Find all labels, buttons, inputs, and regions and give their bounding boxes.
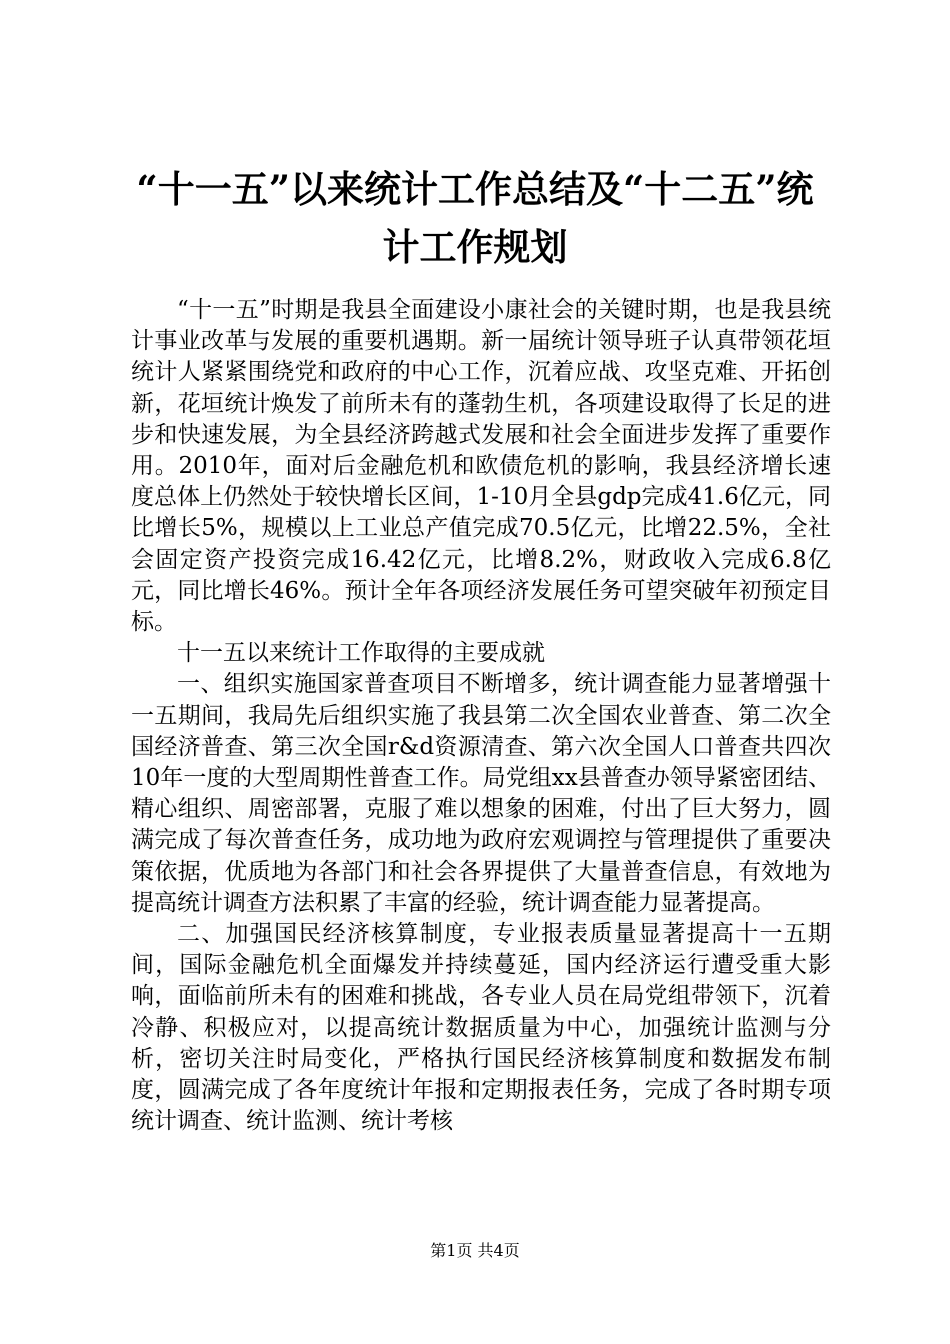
paragraph-census: 一、组织实施国家普查项目不断增多，统计调查能力显著增强十一五期间，我局先后组织实施了我县第二次全国农业普查、第二次全国经济普查、第三次全国r&d资源清查、第六次全国人口普查共四次10年一度的大型周期性普查工作。局党组xx县普查办领导紧密团结、精心组织、周密部署，克服了难以想象的困难，付出了巨大努力，圆满完成了每次普查任务，成功地为政府宏观调控与管理提供了重要决策依据，优质地为各部门和社会各界提供了大量普查信息，有效地为提高统计调查方法积累了丰富的经验，统计调查能力显著提高。	[131, 671, 831, 916]
document-body	[131, 295, 831, 1137]
page-footer	[0, 1241, 950, 1261]
document-title-line-2: 计工作规划	[382, 225, 568, 269]
paragraph-accounting: 二、加强国民经济核算制度，专业报表质量显著提高十一五期间，国际金融危机全面爆发并持续蔓延，国内经济运行遭受重大影响，面临前所未有的困难和挑战，各专业人员在局党组带领下，沉着冷静、积极应对，以提高统计数据质量为中心，加强统计监测与分析，密切关注时局变化，严格执行国民经济核算制度和数据发布制度，圆满完成了各年度统计年报和定期报表任务，完成了各时期专项统计调查、统计监测、统计考核	[131, 921, 831, 1135]
document-title	[100, 160, 850, 276]
section-heading: 十一五以来统计工作取得的主要成就	[177, 640, 545, 667]
document-title-line-1: “十一五”以来统计工作总结及“十二五”统	[136, 167, 814, 211]
paragraph-intro: “十一五”时期是我县全面建设小康社会的关键时期，也是我县统计事业改革与发展的重要机遇期。新一届统计领导班子认真带领花垣统计人紧紧围绕党和政府的中心工作，沉着应战、攻坚克难、开拓创新，花垣统计焕发了前所未有的蓬勃生机，各项建设取得了长足的进步和快速发展，为全县经济跨越式发展和社会全面进步发挥了重要作用。2010年，面对后金融危机和欧债危机的影响，我县经济增长速度总体上仍然处于较快增长区间，1-10月全县gdp完成41.6亿元，同比增长5%，规模以上工业总产值完成70.5亿元，比增22.5%，全社会固定资产投资完成16.42亿元，比增8.2%，财政收入完成6.8亿元，同比增长46%。预计全年各项经济发展任务可望突破年初预定目标。	[131, 297, 831, 636]
page-number: 第1页 共4页	[430, 1241, 520, 1260]
